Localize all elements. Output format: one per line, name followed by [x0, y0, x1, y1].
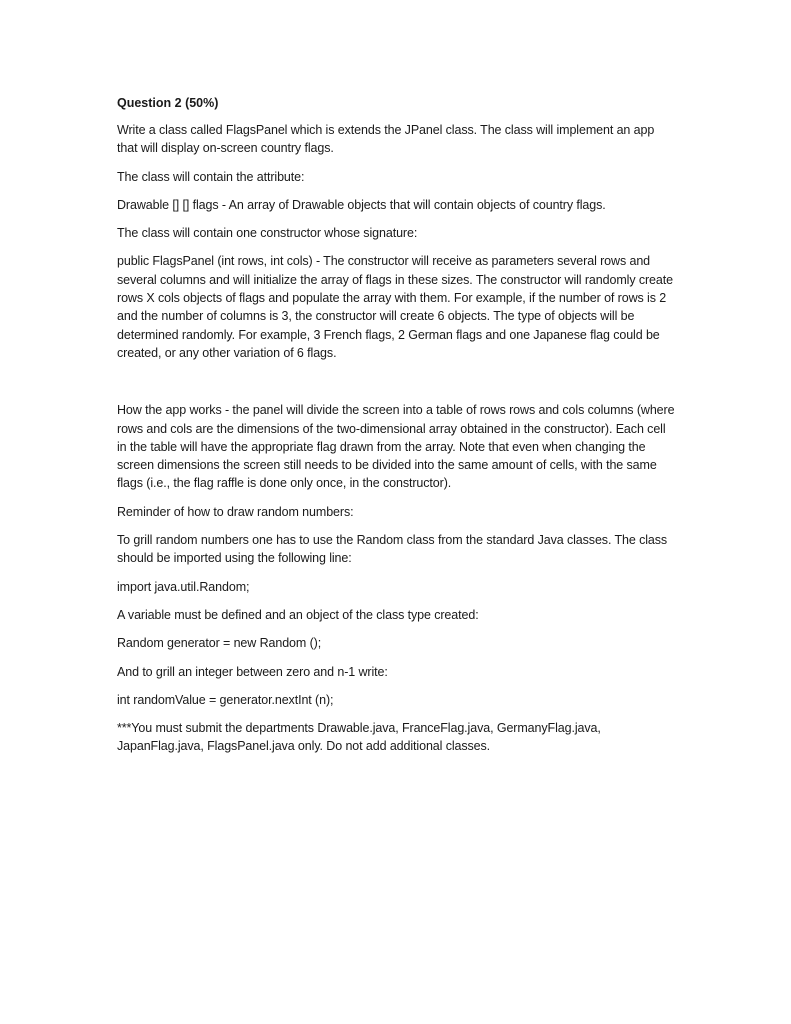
- code-import-line: import java.util.Random;: [117, 579, 250, 594]
- paragraph-grill-integer: And to grill an integer between zero and n-1 write:: [117, 664, 388, 679]
- paragraph-attribute-intro: The class will contain the attribute:: [117, 169, 305, 184]
- paragraph-attribute: Drawable [] [] flags - An array of Drawable objects that will contain objects of country flags.: [117, 197, 606, 212]
- question-heading: Question 2 (50%): [117, 96, 219, 110]
- paragraph-variable: A variable must be defined and an object of the class type created:: [117, 607, 479, 622]
- paragraph-random-class: To grill random numbers one has to use the Random class from the standard Java classes. The class should be imported using the following line:: [117, 533, 668, 566]
- code-generator-line: Random generator = new Random ();: [117, 636, 322, 651]
- paragraph-constructor-intro: The class will contain one constructor whose signature:: [117, 226, 418, 241]
- paragraph-intro: Write a class called FlagsPanel which is extends the JPanel class. The class will implement an app that will display on-screen country flags.: [117, 123, 655, 156]
- paragraph-submission-note: ***You must submit the departments Drawable.java, FranceFlag.java, GermanyFlag.java, JapanFlag.java, FlagsPanel.java only. Do not add additional classes.: [117, 721, 601, 754]
- document-page: [117, 94, 677, 766]
- paragraph-random-reminder: Reminder of how to draw random numbers:: [117, 504, 354, 519]
- code-nextint-line: int randomValue = generator.nextInt (n);: [117, 692, 334, 707]
- blank-gap: [117, 372, 677, 401]
- paragraph-how-it-works: How the app works - the panel will divide the screen into a table of rows rows and cols columns (where rows and cols are the dimensions of the two-dimensional array obtained in the constructor). Each cell in the table will have the appropriate flag drawn from the array. Note that even when changing the screen dimensions the screen still needs to be divided into the same amount of cells, with the same flags (i.e., the flag raffle is done only once, in the constructor).: [117, 403, 675, 491]
- paragraph-constructor: public FlagsPanel (int rows, int cols) - The constructor will receive as parameters several rows and several columns and will initialize the array of flags in these sizes. The constructor will randomly create rows X cols objects of flags and populate the array with them. For example, if the number of rows is 2 and the number of columns is 3, the constructor will create 6 objects. The type of objects will be determined randomly. For example, 3 French flags, 2 German flags and one Japanese flag could be created, or any other variation of 6 flags.: [117, 254, 673, 360]
